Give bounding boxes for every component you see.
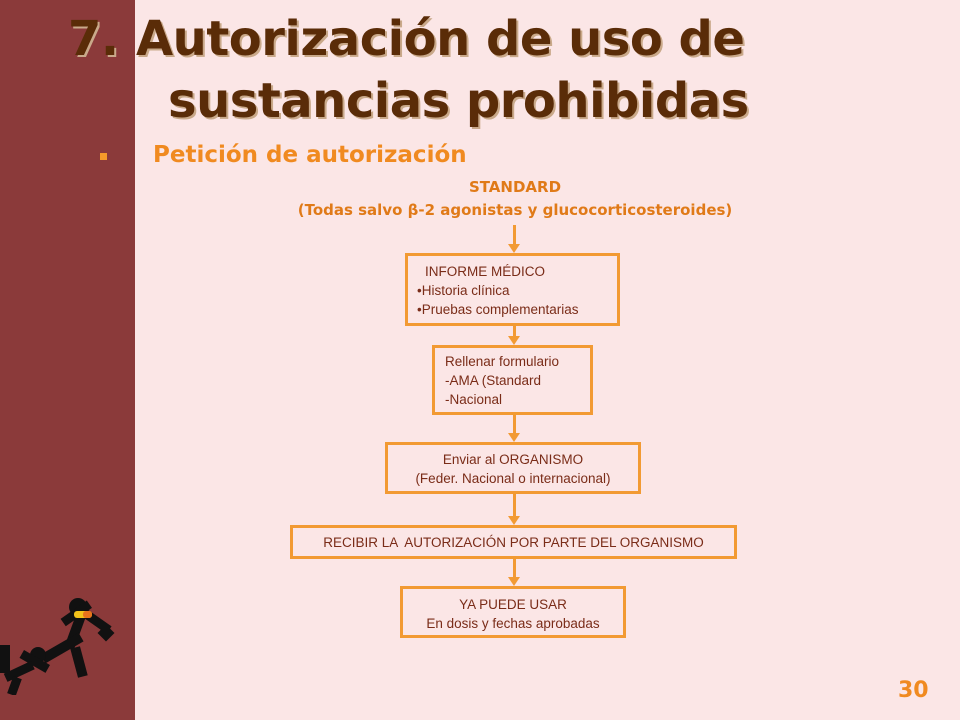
node-line: •Pruebas complementarias bbox=[417, 302, 579, 317]
title-line-1: Autorización de uso de bbox=[136, 11, 745, 67]
anti-doping-figures-icon bbox=[0, 585, 135, 695]
page-number: 30 bbox=[898, 678, 929, 703]
bullet-text: Petición de autorización bbox=[153, 142, 467, 168]
flow-arrow bbox=[513, 415, 516, 433]
node-line: Enviar al ORGANISMO bbox=[442, 452, 584, 467]
title-line-2: sustancias prohibidas bbox=[168, 73, 749, 129]
node-enviar-organismo bbox=[385, 442, 641, 494]
node-line: En dosis y fechas aprobadas bbox=[426, 616, 600, 631]
flow-arrow-head bbox=[508, 336, 520, 345]
node-ya-puede-usar bbox=[400, 586, 626, 638]
flow-arrow bbox=[513, 326, 516, 336]
node-line: YA PUEDE USAR bbox=[459, 597, 567, 612]
node-line: -Nacional bbox=[445, 392, 503, 407]
node-line: •Historia clínica bbox=[417, 283, 510, 298]
node-informe-medico bbox=[405, 253, 620, 326]
node-line: RECIBIR LA AUTORIZACIÓN POR PARTE DEL ORGANISMO bbox=[323, 535, 704, 550]
flow-arrow bbox=[513, 559, 516, 577]
flow-arrow-head bbox=[508, 516, 520, 525]
flow-arrow-head bbox=[508, 577, 520, 586]
node-rellenar-formulario bbox=[432, 345, 593, 415]
node-recibir-autorizacion bbox=[290, 525, 737, 559]
node-line: (Feder. Nacional o internacional) bbox=[415, 471, 611, 486]
title-number: 7. bbox=[68, 11, 119, 67]
node-line: INFORME MÉDICO bbox=[425, 264, 545, 279]
flow-arrow bbox=[513, 494, 516, 516]
bullet-icon bbox=[100, 153, 107, 160]
flow-arrow-head bbox=[508, 244, 520, 253]
slide-title bbox=[68, 8, 749, 132]
flow-arrow-head bbox=[508, 433, 520, 442]
diagram-subheader: (Todas salvo β-2 agonistas y glucocorticosteroides) bbox=[297, 201, 733, 219]
node-line: -AMA (Standard bbox=[445, 373, 542, 388]
flow-arrow bbox=[513, 225, 516, 244]
node-line: Rellenar formulario bbox=[445, 354, 560, 369]
diagram-header: STANDARD bbox=[468, 178, 562, 196]
